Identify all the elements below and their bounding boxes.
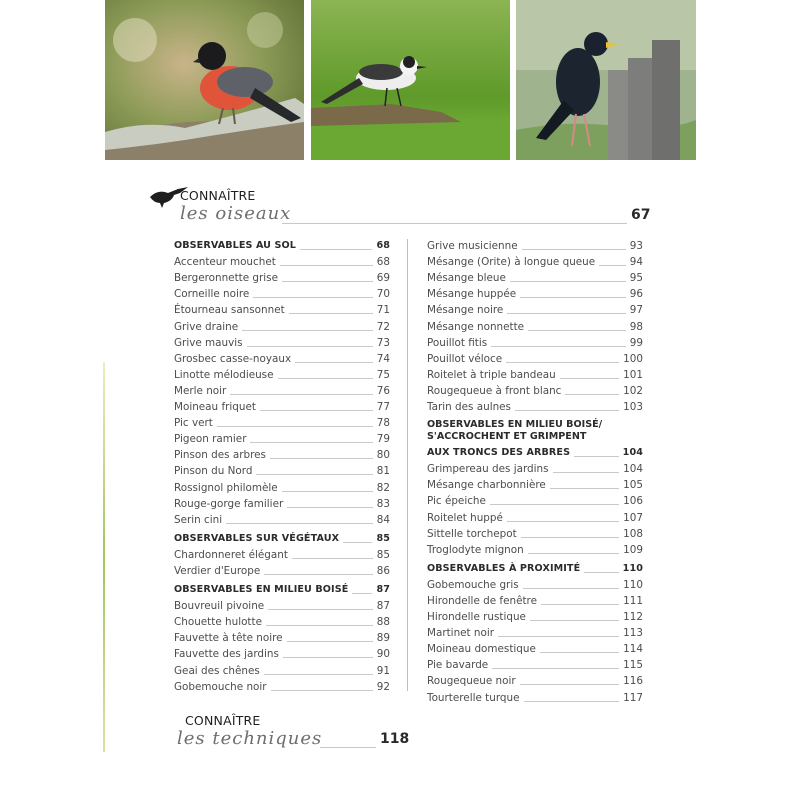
toc-entry[interactable] (427, 607, 643, 623)
toc-entry[interactable] (427, 397, 643, 413)
leader-line (491, 346, 626, 347)
toc-entry-label: Rouge-gorge familier (174, 497, 284, 510)
toc-entry-page: 84 (376, 513, 390, 526)
leader-line (520, 297, 626, 298)
toc-entry-label: Gobemouche gris (427, 578, 519, 591)
toc-entry-label: Accenteur mouchet (174, 256, 276, 269)
toc-entry-label: Pinson du Nord (174, 465, 253, 478)
toc-entry-page: 73 (376, 336, 390, 349)
toc-entry[interactable] (174, 429, 390, 445)
toc-entry-label: Grosbec casse-noyaux (174, 352, 292, 365)
toc-entry-page: 98 (629, 320, 643, 333)
toc-entry-label: Tarin des aulnes (427, 401, 511, 414)
toc-entry-label: AUX TRONCS DES ARBRES (427, 447, 571, 459)
toc-entry-page: 70 (376, 288, 390, 301)
section-title-script: les techniques (177, 728, 323, 749)
leader-line (352, 593, 372, 594)
leader-line (506, 362, 619, 363)
toc-category[interactable] (427, 443, 643, 459)
toc-entry-page: 89 (376, 632, 390, 645)
toc-entry-page: 108 (623, 527, 643, 540)
toc-left-column (174, 236, 390, 693)
toc-entry-label: Rossignol philomèle (174, 481, 278, 494)
toc-entry-label: Hirondelle rustique (427, 611, 526, 624)
leader-line (520, 684, 620, 685)
toc-entry-label: Étourneau sansonnet (174, 304, 285, 317)
toc-entry[interactable] (427, 671, 643, 687)
toc-entry-page: 85 (376, 532, 390, 544)
section-title-small: CONNAÎTRE (185, 713, 261, 728)
leader-line (268, 609, 373, 610)
leader-line (253, 297, 372, 298)
toc-entry[interactable] (174, 381, 390, 397)
toc-entry-label: Mésange nonnette (427, 320, 525, 333)
toc-entry-page: 91 (376, 664, 390, 677)
toc-entry[interactable] (174, 545, 390, 561)
toc-entry-label: Rougequeue à front blanc (427, 384, 562, 397)
leader-line (266, 625, 373, 626)
toc-entry-label: Gobemouche noir (174, 680, 267, 693)
toc-entry-label: Pouillot fitis (427, 336, 488, 349)
leader-line (247, 346, 373, 347)
leader-line (280, 265, 373, 266)
toc-entry-label: Martinet noir (427, 627, 495, 640)
toc-entry-page: 94 (629, 256, 643, 269)
toc-category[interactable] (174, 580, 390, 596)
leader-line (343, 542, 372, 543)
toc-entry[interactable] (427, 623, 643, 639)
leader-line (271, 690, 373, 691)
toc-entry-label: Hirondelle de fenêtre (427, 594, 537, 607)
toc-entry[interactable] (174, 284, 390, 300)
toc-entry-label: Chouette hulotte (174, 616, 262, 629)
toc-entry-page: 106 (623, 495, 643, 508)
leader-line (270, 458, 373, 459)
toc-entry[interactable] (427, 252, 643, 268)
toc-entry-label: Sittelle torchepot (427, 527, 517, 540)
toc-entry-label: Bouvreuil pivoine (174, 600, 265, 613)
section-gap (427, 413, 643, 416)
section-title-birds (180, 188, 291, 224)
toc-entry[interactable] (427, 507, 643, 523)
toc-entry-label: Fauvette des jardins (174, 648, 279, 661)
toc-entry-label: Mésange charbonnière (427, 479, 546, 492)
toc-entry[interactable] (174, 316, 390, 332)
toc-entry[interactable] (174, 252, 390, 268)
toc-entry-page: 68 (376, 240, 390, 252)
leader-line (498, 636, 619, 637)
toc-entry-label: Verdier d'Europe (174, 564, 261, 577)
toc-entry-page: 102 (623, 384, 643, 397)
toc-entry-page: 71 (376, 304, 390, 317)
toc-entry[interactable] (174, 461, 390, 477)
leader-line (217, 426, 373, 427)
toc-entry[interactable] (427, 540, 643, 556)
toc-entry-page: 96 (629, 288, 643, 301)
toc-entry-label: Moineau friquet (174, 401, 256, 414)
toc-entry[interactable] (427, 349, 643, 365)
toc-entry[interactable] (427, 268, 643, 284)
section-title-script: les oiseaux (180, 203, 292, 224)
leader-line (250, 442, 372, 443)
leader-line (264, 674, 373, 675)
toc-entry-page: 83 (376, 497, 390, 510)
leader-line (264, 574, 373, 575)
toc-entry-label: Corneille noire (174, 288, 250, 301)
toc-entry-page: 79 (376, 433, 390, 446)
toc-entry-label: Mésange noire (427, 304, 504, 317)
column-divider (407, 239, 408, 691)
section-page-number: 67 (631, 207, 651, 223)
toc-entry-label: Grive musicienne (427, 240, 518, 253)
toc-entry-page: 87 (376, 584, 390, 596)
leader-line (523, 588, 620, 589)
toc-entry[interactable] (174, 365, 390, 381)
leader-line (515, 410, 619, 411)
toc-entry[interactable] (427, 365, 643, 381)
toc-entry-page: 77 (376, 401, 390, 414)
toc-entry-label: Serin cini (174, 513, 223, 526)
toc-entry-label: Pinson des arbres (174, 449, 266, 462)
leader-line (560, 378, 619, 379)
leader-line (492, 668, 619, 669)
leader-line (230, 394, 372, 395)
toc-entry-page: 75 (376, 368, 390, 381)
leader-line (565, 394, 619, 395)
toc-entry-label: Pic épeiche (427, 495, 486, 508)
toc-entry[interactable] (174, 397, 390, 413)
leader-line (522, 249, 626, 250)
section-title-techniques (177, 713, 323, 749)
toc-entry-label: Bergeronnette grise (174, 272, 278, 285)
leader-line (528, 553, 619, 554)
toc-entry-page: 114 (623, 643, 643, 656)
toc-category[interactable] (174, 236, 390, 252)
toc-entry-page: 116 (623, 675, 643, 688)
leader-line (524, 701, 620, 702)
toc-entry-page: 86 (376, 564, 390, 577)
toc-entry-page: 80 (376, 449, 390, 462)
toc-entry-page: 117 (623, 691, 643, 704)
toc-entry[interactable] (427, 381, 643, 397)
toc-entry-page: 87 (376, 600, 390, 613)
toc-entry-page: 111 (623, 594, 643, 607)
toc-entry-label: Troglodyte mignon (427, 543, 524, 556)
toc-entry-page: 81 (376, 465, 390, 478)
toc-entry-page: 110 (623, 578, 643, 591)
toc-entry-page: 68 (376, 256, 390, 269)
toc-entry[interactable] (427, 575, 643, 591)
page-spine-accent (103, 362, 105, 752)
leader-line (540, 652, 619, 653)
toc-entry[interactable] (427, 236, 643, 252)
toc-entry-page: 90 (376, 648, 390, 661)
toc-entry-label: Rougequeue noir (427, 675, 516, 688)
leader-line (553, 472, 620, 473)
toc-category[interactable] (174, 529, 390, 545)
toc-entry[interactable] (427, 300, 643, 316)
toc-entry-page: 109 (623, 543, 643, 556)
toc-entry-label: Mésange (Orite) à longue queue (427, 256, 596, 269)
toc-entry-page: 78 (376, 417, 390, 430)
toc-entry-label: Roitelet à triple bandeau (427, 368, 556, 381)
toc-entry[interactable] (174, 612, 390, 628)
leader-line (287, 507, 373, 508)
leader-line (282, 491, 373, 492)
toc-entry-page: 85 (376, 548, 390, 561)
leader-line (541, 604, 619, 605)
leader-line (599, 265, 626, 266)
toc-entry-label: Grimpereau des jardins (427, 463, 549, 476)
toc-entry-label: Pouillot véloce (427, 352, 503, 365)
toc-entry-label: Merle noir (174, 384, 227, 397)
toc-entry[interactable] (174, 333, 390, 349)
toc-entry[interactable] (427, 687, 643, 703)
leader-line (283, 657, 373, 658)
section-title-small: CONNAÎTRE (180, 188, 256, 203)
toc-entry[interactable] (174, 413, 390, 429)
toc-right-column (427, 236, 643, 704)
leader-line (282, 281, 373, 282)
toc-entry-label: Pie bavarde (427, 659, 489, 672)
toc-entry-label: Fauvette à tête noire (174, 632, 283, 645)
toc-entry[interactable] (174, 510, 390, 526)
toc-entry-label: Geai des chênes (174, 664, 260, 677)
toc-entry[interactable] (427, 284, 643, 300)
toc-entry-page: 69 (376, 272, 390, 285)
toc-entry[interactable] (427, 459, 643, 475)
toc-entry[interactable] (427, 524, 643, 540)
toc-entry[interactable] (174, 445, 390, 461)
toc-entry[interactable] (427, 316, 643, 332)
leader-line (584, 572, 618, 573)
toc-entry[interactable] (174, 268, 390, 284)
toc-entry-page: 76 (376, 384, 390, 397)
toc-entry-page: 103 (623, 401, 643, 414)
title-rule (282, 223, 627, 224)
leader-line (510, 281, 626, 282)
toc-entry-page: 104 (623, 463, 643, 476)
toc-entry-page: 100 (623, 352, 643, 365)
toc-entry-label: OBSERVABLES À PROXIMITÉ (427, 562, 581, 574)
toc-entry-page: 92 (376, 680, 390, 693)
toc-category[interactable] (427, 559, 643, 575)
leader-line (528, 330, 626, 331)
toc-entry-label: OBSERVABLES AU SOL (174, 240, 296, 252)
leader-line (490, 504, 619, 505)
toc-entry[interactable] (174, 349, 390, 365)
toc-entry[interactable] (427, 639, 643, 655)
toc-entry-page: 93 (629, 240, 643, 253)
toc-entry-page: 97 (629, 304, 643, 317)
toc-entry-page: 115 (623, 659, 643, 672)
leader-line (507, 521, 619, 522)
leader-line (226, 523, 373, 524)
toc-entry[interactable] (174, 596, 390, 612)
toc-entry[interactable] (174, 644, 390, 660)
toc-entry-page: 101 (623, 368, 643, 381)
toc-entry-page: 110 (622, 562, 643, 574)
leader-line (287, 641, 373, 642)
leader-line (289, 313, 373, 314)
toc-entry-label: Linotte mélodieuse (174, 368, 274, 381)
leader-line (256, 474, 372, 475)
toc-category-line: S'ACCROCHENT ET GRIMPENT (427, 431, 587, 443)
toc-entry-page: 74 (376, 352, 390, 365)
toc-entry[interactable] (174, 300, 390, 316)
toc-entry-label: OBSERVABLES SUR VÉGÉTAUX (174, 532, 340, 544)
toc-entry-page: 112 (623, 611, 643, 624)
toc-entry[interactable] (174, 628, 390, 644)
toc-entry-label: Mésange huppée (427, 288, 517, 301)
toc-entry-label: Roitelet huppé (427, 511, 503, 524)
toc-entry-page: 72 (376, 320, 390, 333)
toc-entry-label: Grive mauvis (174, 336, 243, 349)
leader-line (550, 488, 619, 489)
leader-line (521, 537, 619, 538)
toc-entry-label: Pigeon ramier (174, 433, 247, 446)
leader-line (292, 558, 373, 559)
leader-line (300, 249, 372, 250)
bullfinch-photo (105, 0, 304, 160)
starling-photo (516, 0, 696, 160)
leader-line (574, 456, 619, 457)
toc-entry-page: 104 (622, 447, 643, 459)
leader-line (278, 378, 373, 379)
leader-line (242, 330, 373, 331)
toc-entry-page: 105 (623, 479, 643, 492)
toc-entry-label: Chardonneret élégant (174, 548, 288, 561)
leader-line (530, 620, 619, 621)
toc-entry-label: Grive draine (174, 320, 239, 333)
toc-entry-label: Mésange bleue (427, 272, 506, 285)
wagtail-photo (311, 0, 510, 160)
leader-line (295, 362, 373, 363)
toc-entry-label: Tourterelle turque (427, 691, 520, 704)
title-rule (320, 747, 376, 748)
toc-entry-label: OBSERVABLES EN MILIEU BOISÉ (174, 584, 349, 596)
toc-entry[interactable] (427, 491, 643, 507)
leader-line (507, 313, 625, 314)
toc-entry[interactable] (174, 477, 390, 493)
toc-entry-page: 88 (376, 616, 390, 629)
toc-entry[interactable] (427, 655, 643, 671)
toc-entry[interactable] (427, 333, 643, 349)
toc-entry-page: 82 (376, 481, 390, 494)
leader-line (260, 410, 373, 411)
toc-entry[interactable] (174, 660, 390, 676)
toc-entry-label: Moineau domestique (427, 643, 536, 656)
toc-entry[interactable] (174, 561, 390, 577)
toc-entry[interactable] (427, 475, 643, 491)
section-page-number: 118 (380, 731, 410, 747)
toc-entry[interactable] (174, 677, 390, 693)
toc-entry-page: 113 (623, 627, 643, 640)
toc-category-line: OBSERVABLES EN MILIEU BOISÉ/ (427, 419, 603, 431)
toc-entry-page: 107 (623, 511, 643, 524)
toc-entry-label: Pic vert (174, 417, 213, 430)
toc-entry-page: 99 (629, 336, 643, 349)
toc-entry[interactable] (174, 494, 390, 510)
toc-entry[interactable] (427, 591, 643, 607)
toc-entry-page: 95 (629, 272, 643, 285)
